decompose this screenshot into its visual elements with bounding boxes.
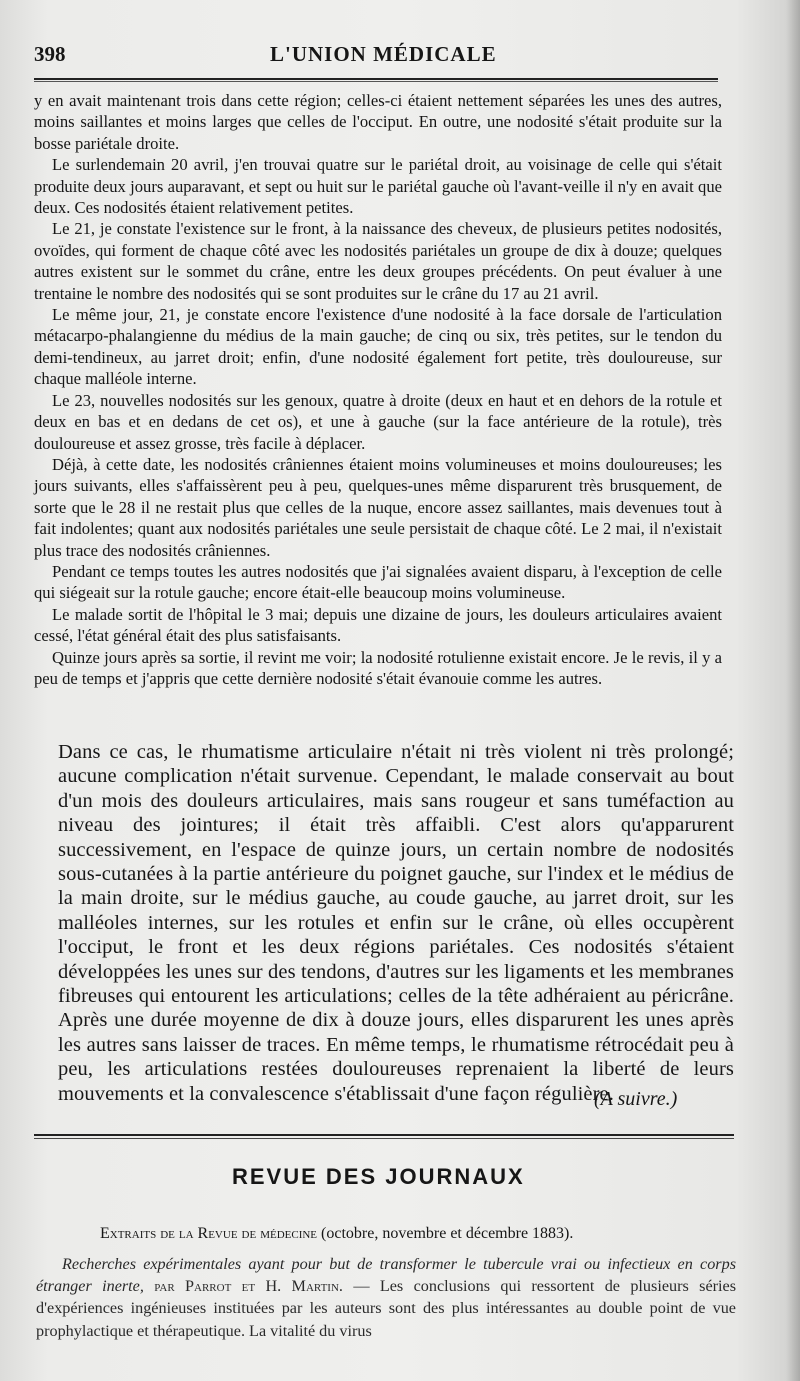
case-paragraph: Le 23, nouvelles nodosités sur les genoux, quatre à droite (deux en haut et en dehors de la rotule et deux en bas et en dedans de cet os), et une à gauche (sur la face antérieure de la rotule), très douloureuse et assez grosse, très facile à déplacer.: [34, 390, 722, 453]
header-rule: [34, 78, 718, 80]
article-title: Recherches expérimentales ayant pour but de transformer le tubercule vrai ou infectieux en corps étranger inerte,: [36, 1255, 736, 1296]
extraits-dates: (octobre, novembre et décembre 1883).: [321, 1225, 574, 1242]
running-head: L'UNION MÉDICALE: [270, 42, 497, 66]
section-rule-thin: [34, 1138, 734, 1139]
extraits-line: [100, 1225, 740, 1243]
commentary-text: [58, 740, 734, 1106]
page-number: 398: [34, 42, 66, 66]
article-text: [36, 1253, 736, 1342]
case-paragraph: Pendant ce temps toutes les autres nodosités que j'ai signalées avaient disparu, à l'exception de celle qui siégeait sur la rotule gauche; encore était-elle beaucoup moins volumineuse.: [34, 561, 722, 603]
commentary-paragraph: Dans ce cas, le rhumatisme articulaire n'était ni très violent ni très prolongé; aucune complication n'était survenue. Cependant, le malade conservait au bout d'un mois des douleurs articulaires, mais sans rougeur et sans tuméfaction au niveau des jointures; il était très affaibli. C'est alors qu'apparurent successivement, en l'espace de quinze jours, un certain nombre de nodosités sous-cutanées à la partie antérieure du poignet gauche, sur l'index et le médius de la main droite, sur le médius gauche, au coude gauche, au jarret droit, sur les malléoles internes, sur les rotules et enfin sur le crâne, où elles occupèrent l'occiput, le front et les deux régions pariétales. Ces nodosités s'étaient développées les unes sur des tendons, d'autres sur les ligaments et les membranes fibreuses qui entourent les articulations; celles de la tête adhéraient au péricrâne. Après une durée moyenne de dix à douze jours, elles disparurent les unes après les autres sans laisser de traces. En même temps, le rhumatisme rétrocédait peu à peu, les articulations restées douloureuses reprenaient la liberté de leurs mouvements et la convalescence s'établissait d'une façon régulière.: [58, 741, 734, 1105]
section-rule: [34, 1134, 734, 1136]
article-body: — Les conclusions qui ressortent de plusieurs séries d'expériences ingénieuses instituées par les auteurs sont des plus intéressantes au double point de vue prophylactique et thérapeutique. La vitalité du virus: [36, 1277, 737, 1340]
header-rule-thin: [34, 81, 718, 82]
to-be-continued: (A suivre.): [594, 1088, 678, 1110]
page-edge-shadow: [786, 0, 800, 1381]
article-authors: par Parrot et H. Martin.: [154, 1277, 343, 1296]
case-paragraph: Le malade sortit de l'hôpital le 3 mai; depuis une dizaine de jours, les douleurs articulaires avaient cessé, l'état général était des plus satisfaisants.: [34, 604, 722, 646]
article-paragraph: [36, 1253, 736, 1342]
case-paragraph: y en avait maintenant trois dans cette région; celles-ci étaient nettement séparées les unes des autres, moins saillantes et moins larges que celles de l'occiput. En outre, une nodosité s'était produite sur la bosse pariétale droite.: [34, 91, 722, 153]
case-paragraph: Le 21, je constate l'existence sur le front, à la naissance des cheveux, de plusieurs petites nodosités, ovoïdes, qui forment de chaque côté avec les nodosités pariétales un groupe de dix à douze; quelques autres existent sur le sommet du crâne, entre les deux groupes précédents. On peut évaluer à une trentaine le nombre des nodosités qui se sont produites sur le crâne du 17 au 21 avril.: [34, 219, 722, 303]
extraits-label: Extraits de la Revue de médecine: [100, 1225, 318, 1242]
case-paragraph: Le même jour, 21, je constate encore l'existence d'une nodosité à la face dorsale de l'articulation métacarpo-phalangienne du médius de la main gauche; de cinq ou six, très petites, sur le tendon du demi-tendineux, au jarret droit; enfin, d'une nodosité également fort petite, très douloureuse, sur chaque malléole interne.: [34, 305, 722, 389]
case-paragraph: Déjà, à cette date, les nodosités crâniennes étaient moins volumineuses et moins douloureuses; les jours suivants, elles s'affaissèrent peu à peu, quelques-unes même disparurent très brusquement, de sorte que le 28 il ne restait plus que celles de la nuque, encore assez saillantes, mais devenues tout à fait indolentes; quant aux nodosités pariétales une seule persistait de chaque côté. Le 2 mai, il n'existait plus trace des nodosités crâniennes.: [34, 454, 722, 560]
case-report-text: [34, 90, 722, 689]
section-title: REVUE DES JOURNAUX: [232, 1164, 525, 1189]
page-header: [34, 42, 714, 74]
case-paragraph: Quinze jours après sa sortie, il revint me voir; la nodosité rotulienne existait encore. Je le revis, il y a peu de temps et j'appris que cette dernière nodosité s'était évanouie comme les autres.: [34, 647, 722, 688]
case-paragraph: Le surlendemain 20 avril, j'en trouvai quatre sur le pariétal droit, au voisinage de celle qui s'était produite deux jours auparavant, et sept ou huit sur le pariétal gauche où l'avant-veille il n'y en avait que deux. Ces nodosités étaient relativement petites.: [34, 155, 722, 218]
